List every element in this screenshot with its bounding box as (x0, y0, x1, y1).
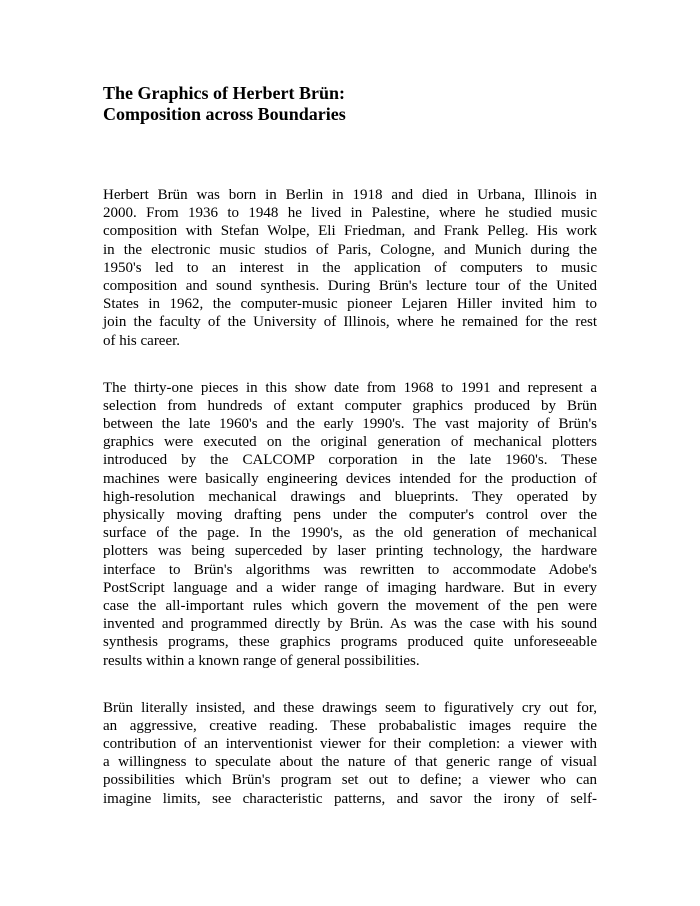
text-line: composition and sound synthesis. During Brün's lecture tour of the United (103, 277, 597, 294)
text-line: between the late 1960's and the early 1990's. The vast majority of Brün's (103, 416, 597, 433)
text-line: in the electronic music studios of Paris, Cologne, and Munich during the (103, 241, 597, 258)
paragraph-2 (103, 379, 597, 670)
text-line: introduced by the CALCOMP corporation in the late 1960's. These (103, 452, 597, 469)
text-line: of his career. (103, 332, 181, 349)
text-line: graphics were executed on the original generation of mechanical plotters (103, 434, 597, 451)
text-line: machines were basically engineering devices intended for the production of (103, 470, 597, 487)
text-line: The thirty-one pieces in this show date from 1968 to 1991 and represent a (103, 379, 597, 396)
document-body (103, 186, 597, 808)
paragraph-1 (103, 186, 597, 350)
title-line-2: Composition across Boundaries (103, 104, 346, 124)
text-line: case the all-important rules which govern the movement of the pen were (103, 597, 597, 614)
text-line: physically moving drafting pens under the computer's control over the (103, 507, 597, 523)
text-line: interface to Brün's algorithms was rewritten to accommodate Adobe's (103, 561, 597, 578)
text-line: join the faculty of the University of Illinois, where he remained for the rest (103, 314, 597, 331)
text-line: selection from hundreds of extant computer graphics produced by Brün (103, 397, 597, 414)
text-line: surface of the page. In the 1990's, as the old generation of mechanical (103, 525, 597, 542)
text-line: 1950's led to an interest in the application of computers to music (103, 259, 597, 276)
text-line: 2000. From 1936 to 1948 he lived in Palestine, where he studied music (103, 205, 597, 222)
document-title (103, 83, 583, 125)
paragraph-spacer (103, 350, 597, 379)
paragraph-3 (103, 699, 597, 808)
text-line: Herbert Brün was born in Berlin in 1918 and died in Urbana, Illinois in (103, 187, 597, 203)
text-line: PostScript language and a wider range of imaging hardware. But in every (103, 579, 597, 596)
paragraph-spacer (103, 670, 597, 699)
text-line: States in 1962, the computer-music pioneer Lejaren Hiller invited him to (103, 296, 597, 313)
text-line: synthesis programs, these graphics programs produced quite unforeseeable (103, 634, 597, 651)
text-line: high-resolution mechanical drawings and blueprints. They operated by (103, 488, 597, 505)
text-line: invented and programmed directly by Brün. As was the case with his sound (103, 616, 597, 633)
text-line: contribution of an interventionist viewer for their completion: a viewer with (103, 736, 597, 753)
title-line-1: The Graphics of Herbert Brün: (103, 83, 345, 103)
text-line: Brün literally insisted, and these drawings seem to figuratively cry out for, (103, 699, 597, 716)
text-line: plotters was being superceded by laser printing technology, the hardware (103, 543, 597, 560)
text-line: a willingness to speculate about the nature of that generic range of visual (103, 754, 597, 771)
text-line: results within a known range of general possibilities. (103, 652, 420, 669)
text-line: composition with Stefan Wolpe, Eli Friedman, and Frank Pelleg. His work (103, 223, 597, 240)
text-line: possibilities which Brün's program set out to define; a viewer who can (103, 772, 597, 789)
text-line: imagine limits, see characteristic patterns, and savor the irony of self- (103, 790, 597, 807)
text-line: an aggressive, creative reading. These probabalistic images require the (103, 717, 597, 734)
